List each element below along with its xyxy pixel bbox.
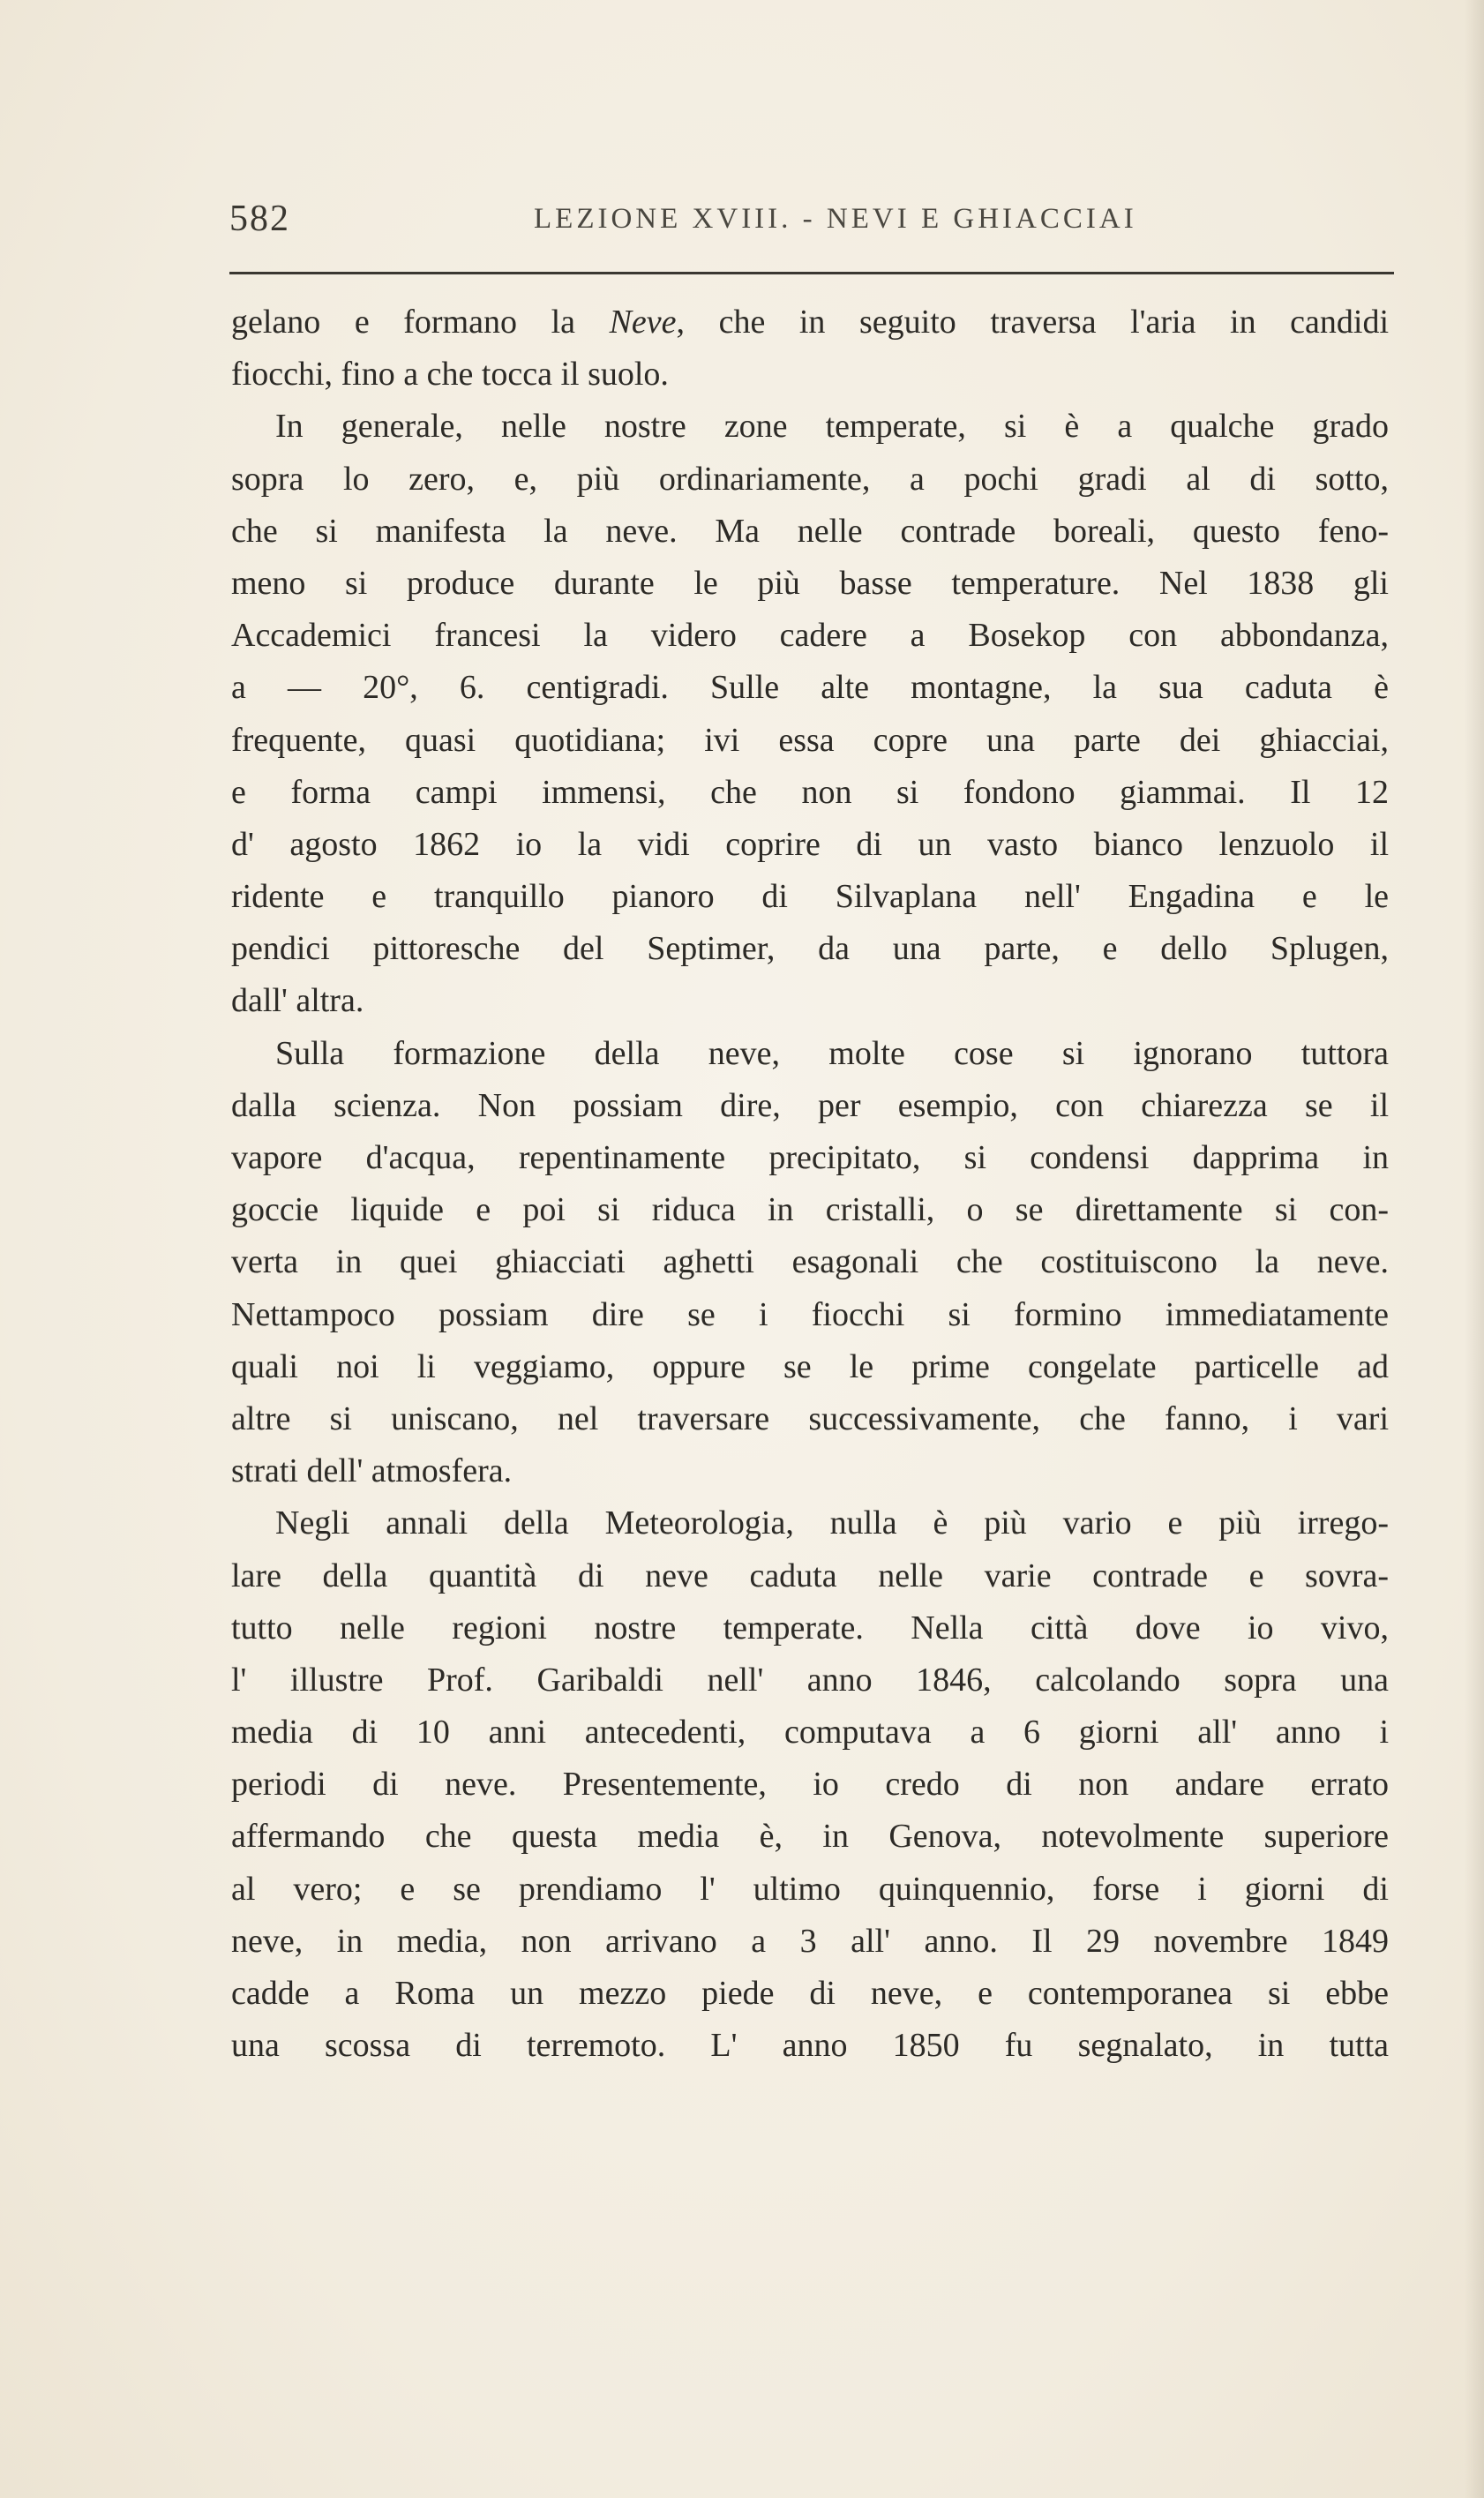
- text-line: Negli annali della Meteorologia, nulla è più vario e più irrego-: [275, 1504, 1389, 1542]
- text-line: tutto nelle regioni nostre temperate. Nella città dove io vivo,: [231, 1609, 1389, 1647]
- page-header: [229, 198, 1394, 251]
- text-line: fiocchi, fino a che tocca il suolo.: [231, 356, 669, 394]
- text-line: Sulla formazione della neve, molte cose si ignorano tuttora: [275, 1034, 1389, 1072]
- text-line: d' agosto 1862 io la vidi coprire di un vasto bianco lenzuolo il: [231, 825, 1389, 863]
- text-line: affermando che questa media è, in Genova, notevolmente superiore: [231, 1818, 1389, 1856]
- text-line: periodi di neve. Presentemente, io credo di non andare errato: [231, 1766, 1389, 1804]
- text-line: neve, in media, non arrivano a 3 all' anno. Il 29 novembre 1849: [231, 1922, 1389, 1960]
- text-line: In generale, nelle nostre zone temperate, si è a qualche grado: [275, 408, 1389, 446]
- body-text: [231, 296, 1389, 2072]
- text-line: quali noi li veggiamo, oppure se le prime congelate particelle ad: [231, 1347, 1389, 1385]
- text-line: lare della quantità di neve caduta nelle varie contrade e sovra-: [231, 1557, 1389, 1594]
- text-line: pendici pittoresche del Septimer, da una parte, e dello Splugen,: [231, 930, 1389, 968]
- text-line: strati dell' atmosfera.: [231, 1452, 513, 1490]
- header-rule: [229, 272, 1394, 274]
- text-line: dalla scienza. Non possiam dire, per esempio, con chiarezza se il: [231, 1086, 1389, 1124]
- page-number: 582: [229, 199, 290, 239]
- text-line: che si manifesta la neve. Ma nelle contrade boreali, questo feno-: [231, 512, 1389, 550]
- text-line: media di 10 anni antecedenti, computava a 6 giorni all' anno i: [231, 1714, 1389, 1752]
- text-line: meno si produce durante le più basse temperature. Nel 1838 gli: [231, 564, 1389, 602]
- text-line: Nettampoco possiam dire se i fiocchi si formino immediatamente: [231, 1295, 1389, 1333]
- page-edge-shadow: [1465, 0, 1484, 2498]
- text-line: sopra lo zero, e, più ordinariamente, a pochi gradi al di sotto,: [231, 460, 1389, 498]
- text-line: l' illustre Prof. Garibaldi nell' anno 1846, calcolando sopra una: [231, 1661, 1389, 1699]
- text-line: frequente, quasi quotidiana; ivi essa copre una parte dei ghiacciai,: [231, 721, 1389, 759]
- text-line: dall' altra.: [231, 982, 364, 1020]
- text-line: altre si uniscano, nel traversare successivamente, che fanno, i vari: [231, 1399, 1389, 1437]
- text-line: cadde a Roma un mezzo piede di neve, e contemporanea si ebbe: [231, 1975, 1389, 2012]
- text-line: al vero; e se prendiamo l' ultimo quinquennio, forse i giorni di: [231, 1870, 1389, 1908]
- text-line: ridente e tranquillo pianoro di Silvaplana nell' Engadina e le: [231, 878, 1389, 916]
- text-line: una scossa di terremoto. L' anno 1850 fu segnalato, in tutta: [231, 2027, 1389, 2065]
- running-title: LEZIONE XVIII. - NEVI E GHIACCIAI: [534, 203, 1137, 235]
- text-line: a — 20°, 6. centigradi. Sulle alte montagne, la sua caduta è: [231, 669, 1389, 707]
- text-line: vapore d'acqua, repentinamente precipitato, si condensi dapprima in: [231, 1139, 1389, 1176]
- text-line: goccie liquide e poi si riduca in cristalli, o se direttamente si con-: [231, 1191, 1389, 1229]
- text-line: gelano e formano la Neve, che in seguito traversa l'aria in candidi: [231, 304, 1389, 341]
- text-line: Accademici francesi la videro cadere a Bosekop con abbondanza,: [231, 617, 1389, 655]
- text-line: e forma campi immensi, che non si fondono giammai. Il 12: [231, 773, 1389, 811]
- text-line: verta in quei ghiacciati aghetti esagonali che costituiscono la neve.: [231, 1243, 1389, 1281]
